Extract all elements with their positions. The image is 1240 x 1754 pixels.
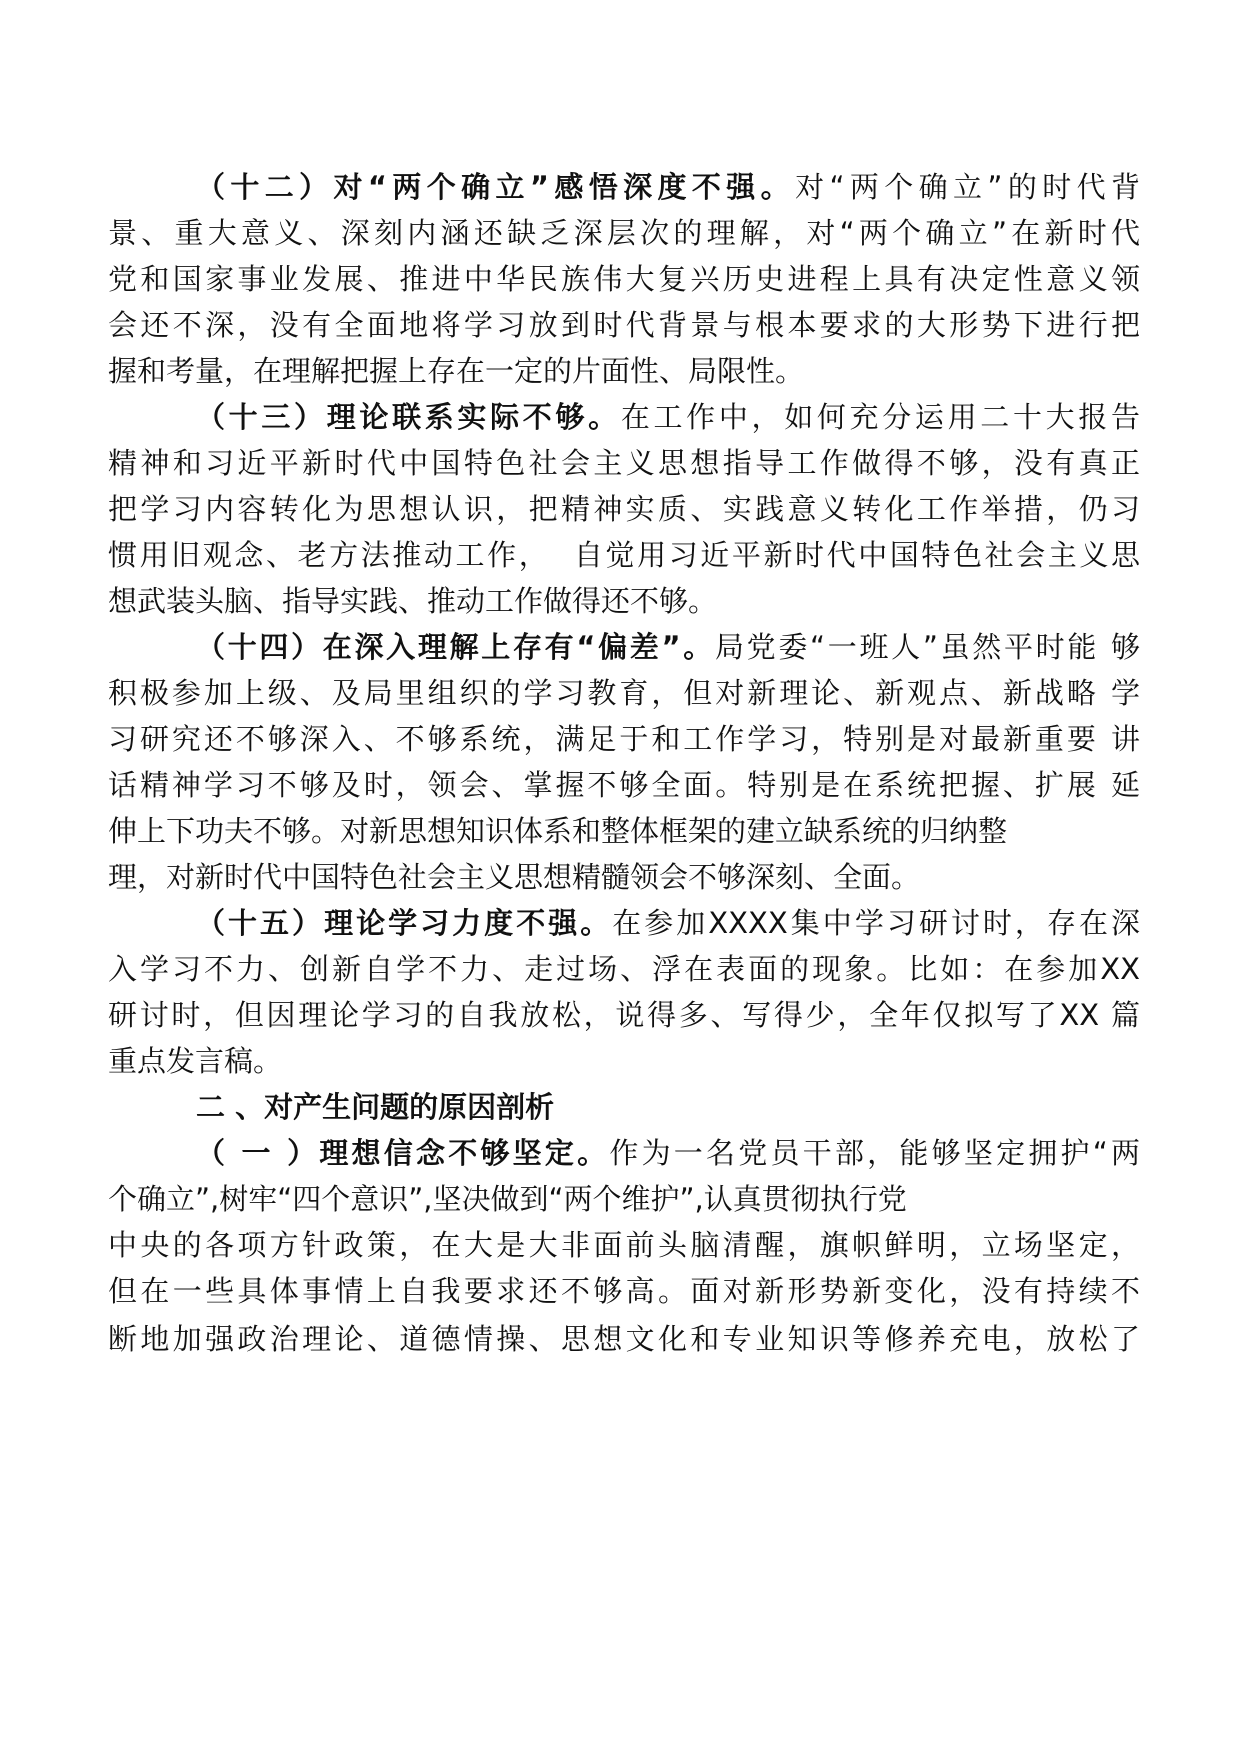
- paragraph-line: 习研究还不够深入、不够系统，满足于和工作学习，特别是对最新重要 讲: [108, 722, 1140, 756]
- paragraph-line: 断地加强政治理论、道德情操、思想文化和专业知识等修养充电，放松了: [108, 1322, 1140, 1356]
- item-heading: （十五）理论学习力度不强。: [196, 906, 613, 940]
- item-heading: （ 一 ）理想信念不够坚定。: [196, 1136, 610, 1170]
- line-text: 在工作中，如何充分运用二十大报告: [620, 400, 1140, 434]
- paragraph-line: 话精神学习不够及时，领会、掌握不够全面。特别是在系统把握、扩展 延: [108, 768, 1140, 802]
- paragraph-line: 重点发言稿。: [108, 1044, 283, 1078]
- paragraph-line: 党和国家事业发展、推进中华民族伟大复兴历史进程上具有决定性意义领: [108, 262, 1140, 296]
- paragraph-line: 伸上下功夫不够。对新思想知识体系和整体框架的建立缺系统的归纳整: [108, 814, 1008, 848]
- paragraph-line: [196, 1129, 1140, 1177]
- line-text: 在参加XXXX集中学习研讨时，存在深: [612, 906, 1140, 940]
- paragraph-line: 把学习内容转化为思想认识，把精神实质、实践意义转化工作举措，仍习: [108, 492, 1140, 526]
- paragraph-line: [196, 899, 1140, 947]
- paragraph-line: 想武装头脑、指导实践、推动工作做得还不够。: [108, 584, 718, 618]
- section-heading: 二 、对产生问题的原因剖析: [196, 1090, 555, 1124]
- paragraph-line: 握和考量，在理解把握上存在一定的片面性、局限性。: [108, 354, 805, 388]
- paragraph-line: [196, 393, 1140, 441]
- paragraph-line: 理，对新时代中国特色社会主义思想精髓领会不够深刻、全面。: [108, 860, 921, 894]
- paragraph-line: 但在一些具体事情上自我要求还不够高。面对新形势新变化，没有持续不: [108, 1274, 1140, 1308]
- paragraph-line: 惯用旧观念、老方法推动工作， 自觉用习近平新时代中国特色社会主义思: [108, 538, 1140, 572]
- paragraph-line: 研讨时，但因理论学习的自我放松，说得多、写得少，全年仅拟写了XX 篇: [108, 998, 1140, 1032]
- item-heading: （十四）在深入理解上存有“偏差”。: [196, 630, 715, 664]
- paragraph-line: 精神和习近平新时代中国特色社会主义思想指导工作做得不够，没有真正: [108, 446, 1140, 480]
- item-heading: （十三）理论联系实际不够。: [196, 400, 621, 434]
- paragraph-line: 个确立”,树牢“四个意识”,坚决做到“两个维护”,认真贯彻执行党: [108, 1182, 907, 1216]
- paragraph-line: 入学习不力、创新自学不力、走过场、浮在表面的现象。比如：在参加XX: [108, 952, 1140, 986]
- line-text: 局党委“一班人”虽然平时能 够: [714, 630, 1140, 664]
- item-heading: （十二）对“两个确立”感悟深度不强。: [196, 170, 796, 204]
- line-text: 作为一名党员干部，能够坚定拥护“两: [609, 1136, 1140, 1170]
- paragraph-line: [196, 163, 1140, 211]
- paragraph-line: 积极参加上级、及局里组织的学习教育，但对新理论、新观点、新战略 学: [108, 676, 1140, 710]
- paragraph-line: 景、重大意义、深刻内涵还缺乏深层次的理解，对“两个确立”在新时代: [108, 216, 1140, 250]
- line-text: 对“两个确立”的时代背: [795, 170, 1140, 204]
- paragraph-line: 会还不深，没有全面地将学习放到时代背景与根本要求的大形势下进行把: [108, 308, 1140, 342]
- paragraph-line: [196, 623, 1140, 671]
- paragraph-line: 中央的各项方针政策，在大是大非面前头脑清醒，旗帜鲜明，立场坚定，: [108, 1228, 1140, 1262]
